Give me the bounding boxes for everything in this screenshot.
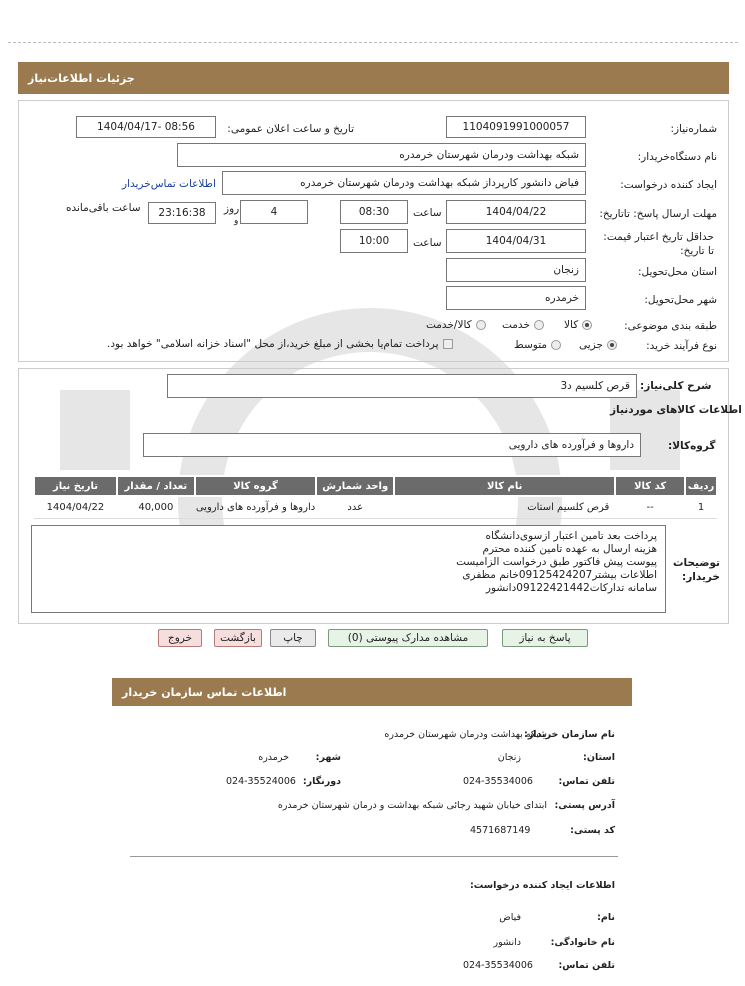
org-label: نام سازمان خریدار: — [524, 729, 615, 740]
page-header — [18, 62, 729, 94]
contact-city-label: شهر: — [315, 752, 341, 763]
col-qty: تعداد / مقدار — [117, 476, 195, 496]
remaining-time-field: 23:16:38 — [148, 202, 216, 224]
notes-line: هزینه ارسال به عهده تامین کننده محترم — [482, 543, 657, 555]
province-label: استان محل‌تحویل: — [637, 266, 717, 278]
back-button[interactable]: بازگشت — [214, 629, 262, 647]
city-label: شهر محل‌تحویل: — [644, 294, 717, 306]
contact-header-title: اطلاعات تماس سازمان خریدار — [122, 685, 287, 699]
category-both-text: کالا/خدمت — [426, 319, 472, 331]
day-label: روز — [224, 203, 240, 215]
notes-line: سامانه تدارکات09122421442دانشور — [485, 582, 657, 594]
top-divider — [8, 42, 738, 43]
postal-code-label: کد پستی: — [570, 825, 615, 836]
general-desc-label: شرح کلی‌نیاز: — [640, 380, 712, 392]
validity-time-field: 10:00 — [340, 229, 408, 253]
creator-phone-value: 024-35534006 — [463, 960, 533, 971]
creator-field: فیاض دانشور کارپرداز شبکه بهداشت ودرمان شهرستان خرمدره — [222, 171, 586, 195]
deadline-label: مهلت ارسال پاسخ: تاتاریخ: — [599, 208, 717, 220]
days-remaining-field: 4 — [240, 200, 308, 224]
reply-button[interactable]: پاسخ به نیاز — [502, 629, 588, 647]
process-medium-option[interactable] — [514, 339, 561, 351]
validity-date-field: 1404/04/31 — [446, 229, 586, 253]
announce-field: 1404/04/17- 08:56 — [76, 116, 216, 138]
creator-name-label: نام: — [597, 912, 615, 923]
buyer-field: شبکه بهداشت ودرمان شهرستان خرمدره — [177, 143, 586, 167]
goods-group-field: داروها و فرآورده های دارویی — [143, 433, 641, 457]
remaining-time-label: ساعت باقی‌مانده — [66, 202, 141, 214]
announce-label: تاریخ و ساعت اعلان عمومی: — [227, 123, 354, 135]
buyer-label: نام دستگاه‌خریدار: — [637, 151, 717, 163]
cell-row: 1 — [685, 496, 717, 518]
creator-name-value: فیاض — [499, 912, 521, 923]
process-minor-text: جزیی — [579, 339, 603, 351]
contact-fax-label: دورنگار: — [302, 776, 341, 787]
deadline-time-field: 08:30 — [340, 200, 408, 224]
table-row — [34, 496, 717, 518]
deadline-time-label: ساعت — [413, 207, 442, 219]
process-label: نوع فرآیند خرید: — [646, 340, 717, 352]
address-label: آدرس پستی: — [554, 800, 615, 811]
creator-info-header: اطلاعات ایجاد کننده درخواست: — [469, 880, 615, 891]
cell-unit: عدد — [316, 496, 394, 518]
category-label: طبقه بندی موضوعی: — [624, 320, 717, 332]
cell-name: قرص کلسیم استات — [394, 496, 615, 518]
notes-line: پرداخت بعد تامین اعتبار ازسوی‌دانشگاه — [485, 530, 657, 542]
col-group: گروه کالا — [195, 476, 317, 496]
category-goods-option[interactable] — [564, 319, 592, 331]
category-goods-text: کالا — [564, 319, 579, 331]
contact-province-value: زنجان — [497, 752, 521, 763]
category-service-text: خدمت — [502, 319, 530, 331]
cell-code: -- — [615, 496, 685, 518]
cell-date: 1404/04/22 — [34, 496, 117, 518]
category-both-option[interactable] — [426, 319, 486, 331]
contact-divider — [130, 856, 618, 857]
creator-phone-label: تلفن تماس: — [558, 960, 615, 971]
radio-selected-icon[interactable] — [607, 340, 617, 350]
process-minor-option[interactable] — [579, 339, 617, 351]
general-desc-field: قرص کلسیم د3 — [167, 374, 637, 398]
day-suffix: و — [234, 216, 239, 226]
treasury-option[interactable] — [107, 338, 453, 350]
goods-group-label: گروه‌کالا: — [668, 440, 716, 452]
contact-phone-label: تلفن تماس: — [558, 776, 615, 787]
buyer-notes-label: توضیحات خریدار: — [672, 557, 720, 583]
province-field: زنجان — [446, 258, 586, 282]
contact-fax-value: 024-35524006 — [226, 776, 296, 787]
buyer-notes-box — [31, 525, 666, 613]
process-medium-text: متوسط — [514, 339, 547, 351]
attachments-button[interactable]: مشاهده مدارک پیوستی (0) — [328, 629, 488, 647]
radio-icon[interactable] — [476, 320, 486, 330]
creator-label: ایجاد کننده درخواست: — [620, 179, 717, 191]
category-service-option[interactable] — [502, 319, 544, 331]
col-name: نام کالا — [394, 476, 615, 496]
table-header-row — [34, 476, 717, 496]
col-row: ردیف — [685, 476, 717, 496]
radio-selected-icon[interactable] — [582, 320, 592, 330]
col-unit: واحد شمارش — [316, 476, 394, 496]
cell-qty: 40,000 — [117, 496, 195, 518]
creator-family-value: دانشور — [493, 937, 521, 948]
address-value: ابتدای خیابان شهید رجائی شبکه بهداشت و درمان شهرستان خرمدره — [277, 800, 547, 811]
buyer-contact-link[interactable]: اطلاعات تماس‌خریدار — [122, 178, 216, 190]
goods-info-label: اطلاعات کالاهای موردنیاز — [610, 404, 742, 416]
checkbox-icon[interactable] — [443, 339, 453, 349]
radio-icon[interactable] — [551, 340, 561, 350]
org-value: شبکه بهداشت ودرمان شهرستان خرمدره — [384, 729, 547, 740]
cell-group: داروها و فرآورده های دارویی — [195, 496, 317, 518]
postal-code-value: 4571687149 — [470, 825, 531, 836]
city-field: خرمدره — [446, 286, 586, 310]
deadline-date-field: 1404/04/22 — [446, 200, 586, 224]
contact-header — [112, 678, 632, 706]
contact-phone-value: 024-35534006 — [463, 776, 533, 787]
creator-family-label: نام خانوادگی: — [550, 937, 615, 948]
need-number-field: 1104091991000057 — [446, 116, 586, 138]
radio-icon[interactable] — [534, 320, 544, 330]
page-title: جزئیات اطلاعات‌نیاز — [28, 71, 135, 85]
col-date: تاریخ نیاز — [34, 476, 117, 496]
need-number-label: شماره‌نیاز: — [670, 123, 717, 135]
validity-time-label: ساعت — [413, 237, 442, 249]
notes-line: اطلاعات بیشتر09125424207خانم مظفری — [462, 569, 657, 581]
contact-city-value: خرمدره — [258, 752, 289, 763]
notes-line: پیوست پیش فاکتور طبق درخواست الزامیست — [456, 556, 657, 568]
validity-label: حداقل تاریخ اعتبار قیمت: تا تاریخ: — [603, 231, 714, 257]
contact-province-label: استان: — [583, 752, 615, 763]
col-code: کد کالا — [615, 476, 685, 496]
goods-table — [33, 475, 718, 519]
treasury-text: پرداخت تمام‌یا بخشی از مبلغ خرید،از محل "اسناد خزانه اسلامی" خواهد بود. — [107, 338, 439, 350]
exit-button[interactable]: خروج — [158, 629, 202, 647]
print-button[interactable]: چاپ — [270, 629, 316, 647]
